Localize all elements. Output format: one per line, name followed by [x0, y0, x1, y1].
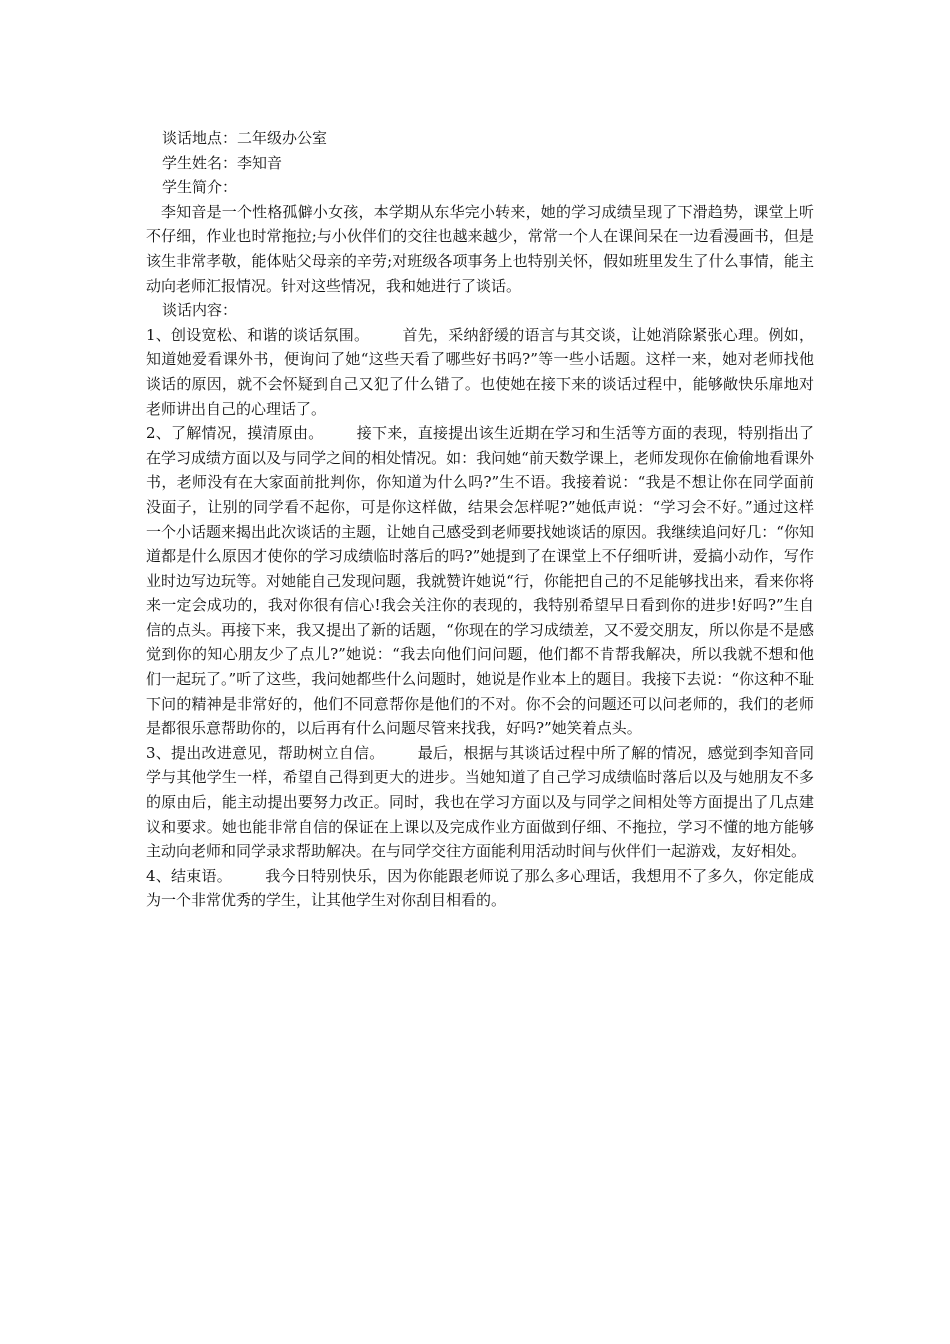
- section-2: [146, 421, 814, 741]
- section-body: 最后，根据与其谈话过程中所了解的情况，感觉到李知音同学与其他学生一样，希望自己得到更大的进步。当她知道了自己学习成绩临时落后以及与她朋友不多的原由后，能主动提出要努力改正。同时，我也在学习方面以及与同学之间相处等方面提出了几点建议和要求。她也能非常自信的保证在上课以及完成作业方面做到仔细、不拖拉，学习不懂的地方能够主动向老师和同学录求帮助解决。在与同学交往方面能利用活动时间与伙伴们一起游戏，友好相处。: [146, 743, 814, 861]
- student-name: 学生姓名：李知音: [162, 153, 283, 172]
- section-heading: 1、创设宽松、和谐的谈话氛围。: [146, 325, 370, 344]
- content-label: 谈话内容：: [162, 301, 238, 320]
- section-heading: 4、结束语。: [146, 866, 233, 885]
- intro-paragraph: 李知音是一个性格孤僻小女孩，本学期从东华完小转来，她的学习成绩呈现了下滑趋势，课堂上听不仔细，作业也时常拖拉;与小伙伴们的交往也越来越少，常常一个人在课间呆在一边看漫画书，但是该生非常孝敬，能体贴父母亲的辛劳;对班级各项事务上也特别关怀，假如班里发生了什么事情，能主动向老师汇报情况。针对这些情况，我和她进行了谈话。: [146, 202, 814, 295]
- document-page: [146, 126, 814, 913]
- section-heading: 3、提出改进意见，帮助树立自信。: [146, 743, 385, 762]
- section-4: [146, 864, 814, 913]
- section-heading: 2、了解情况，摸清原由。: [146, 424, 324, 443]
- section-1: [146, 323, 814, 421]
- section-body: 首先，采纳舒缓的语言与其交谈，让她消除紧张心理。例如，知道她爱看课外书，便询问了她“这些天看了哪些好书吗?”等一些小话题。这样一来，她对老师找他谈话的原因，就不会怀疑到自己又犯了什么错了。也使她在接下来的谈话过程中，能够敞快乐扉地对老师讲出自己的心理话了。: [146, 325, 814, 418]
- section-3: [146, 741, 814, 864]
- talk-location: 谈话地点：二年级办公室: [162, 129, 328, 147]
- intro-label: 学生简介：: [162, 178, 238, 197]
- section-body: 接下来，直接提出该生近期在学习和生活等方面的表现，特别指出了在学习成绩方面以及与同学之间的相处情况。如：我问她“前天数学课上，老师发现你在偷偷地看课外书，老师没有在大家面前批判你，你知道为什么吗?”生不语。我接着说：“我是不想让你在同学面前没面子，让别的同学看不起你，可是你这样做，结果会怎样呢?”她低声说：“学习会不好。”通过这样一个小话题来揭出此次谈话的主题，让她自己感受到老师要找她谈话的原因。我继续追问好几：“你知道都是什么原因才使你的学习成绩临时落后的吗?”她提到了在课堂上不仔细听讲，爱搞小动作，写作业时边写边玩等。对她能自己发现问题，我就赞许她说“行，你能把自己的不足能够找出来，看来你将来一定会成功的，我对你很有信心!我会关注你的表现的，我特别希望早日看到你的进步!好吗?”生自信的点头。再接下来，我又提出了新的话题，“你现在的学习成绩差，又不爱交朋友，所以你是不是感觉到你的知心朋友少了点儿?”她说：“我去向他们问问题，他们都不肯帮我解决，所以我就不想和他们一起玩了。”听了这些，我问她都些什么问题时，她说是作业本上的题目。我接下去说：“你这种不耻下问的精神是非常好的，他们不同意帮你是他们的不对。你不会的问题还可以问老师的，我们的老师是都很乐意帮助你的，以后再有什么问题尽管来找我，好吗?”她笑着点头。: [146, 424, 814, 738]
- section-body: 我今日特别快乐，因为你能跟老师说了那么多心理话，我想用不了多久，你定能成为一个非常优秀的学生，让其他学生对你刮目相看的。: [146, 866, 814, 910]
